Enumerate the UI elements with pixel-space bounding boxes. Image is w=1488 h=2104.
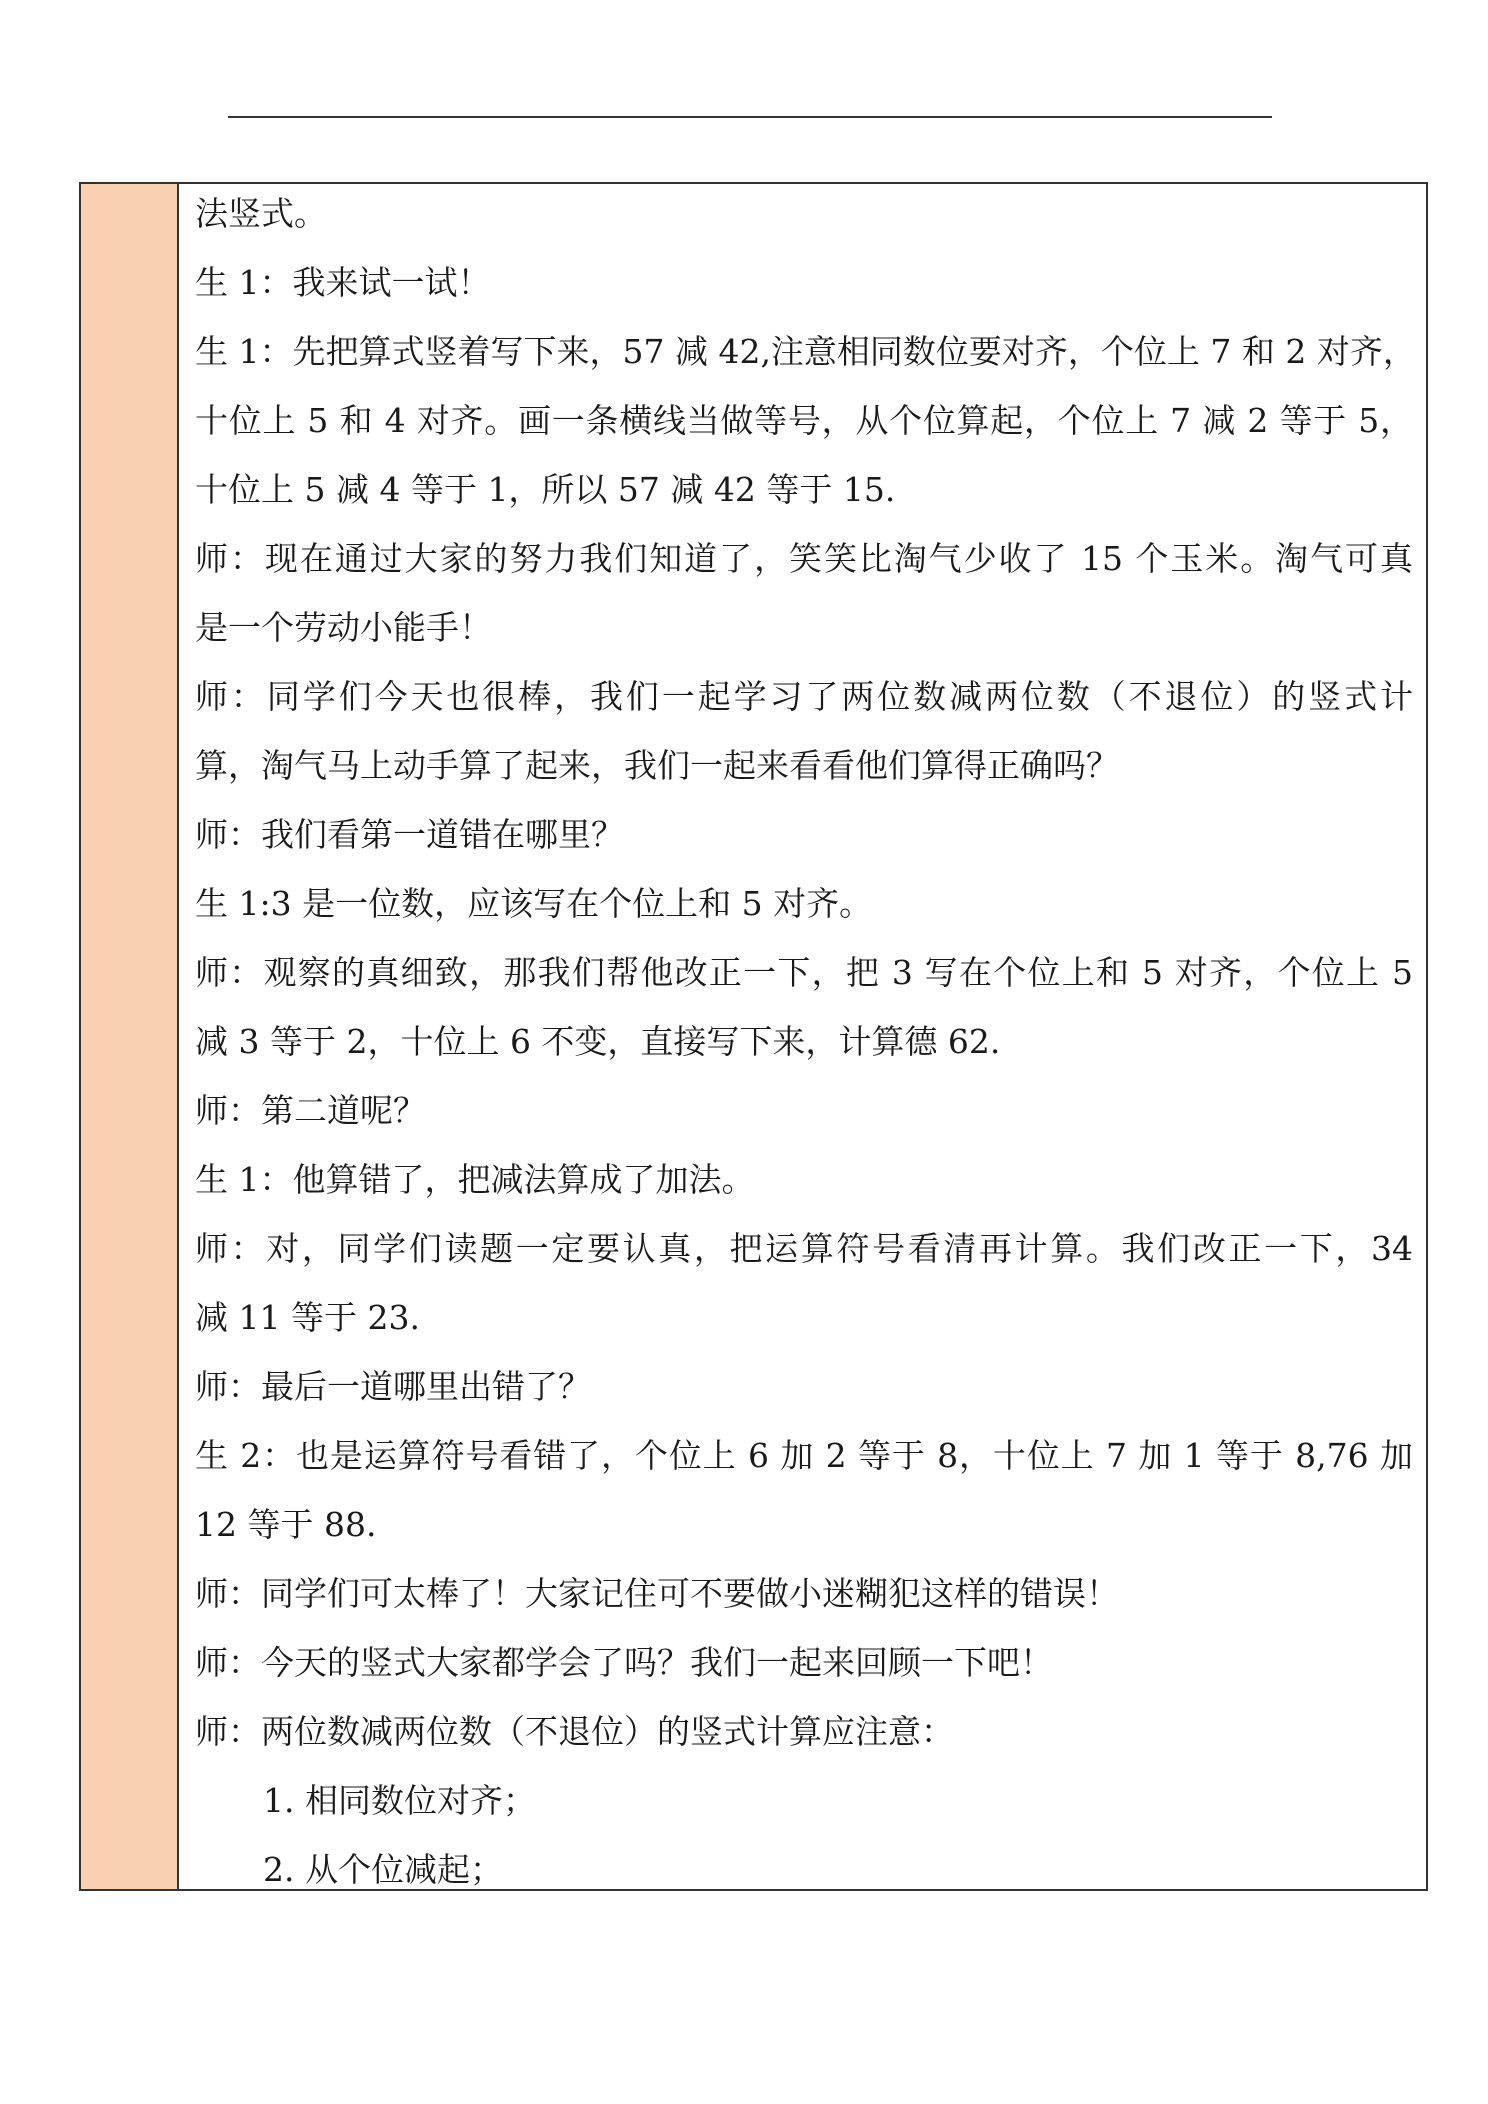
text-line: 师：现在通过大家的努力我们知道了，笑笑比淘气少收了 15 个玉米。淘气可真 (195, 539, 1413, 578)
text-line: 师：最后一道哪里出错了？ (195, 1367, 591, 1406)
text-line: 算，淘气马上动手算了起来，我们一起来看看他们算得正确吗？ (195, 746, 1119, 785)
text-line: 生 1：我来试一试！ (195, 263, 491, 302)
text-line: 减 11 等于 23. (195, 1298, 420, 1337)
content-cell (81, 184, 1426, 1889)
list-item: 1. 相同数位对齐； (263, 1781, 536, 1820)
text-line: 师：今天的竖式大家都学会了吗？我们一起来回顾一下吧！ (195, 1643, 1053, 1682)
text-line: 师：同学们可太棒了！大家记住可不要做小迷糊犯这样的错误！ (195, 1574, 1119, 1613)
text-line: 生 1:3 是一位数，应该写在个位上和 5 对齐。 (195, 884, 873, 923)
text-line: 师：同学们今天也很棒，我们一起学习了两位数减两位数（不退位）的竖式计 (195, 677, 1413, 716)
text-line: 师：观察的真细致，那我们帮他改正一下，把 3 写在个位上和 5 对齐，个位上 5 (195, 953, 1413, 992)
text-line: 生 1：先把算式竖着写下来，57 减 42,注意相同数位要对齐，个位上 7 和 2 对齐， (195, 332, 1416, 371)
text-line: 生 2：也是运算符号看错了，个位上 6 加 2 等于 8，十位上 7 加 1 等于 8,76 加 (195, 1436, 1413, 1475)
document-table (79, 182, 1428, 1891)
text-line: 减 3 等于 2，十位上 6 不变，直接写下来，计算德 62. (195, 1022, 1001, 1061)
list-item: 2. 从个位减起； (263, 1850, 503, 1889)
text-line: 师：第二道呢？ (195, 1091, 426, 1130)
text-line: 师：对，同学们读题一定要认真，把运算符号看清再计算。我们改正一下，34 (195, 1229, 1413, 1268)
text-line: 12 等于 88. (195, 1505, 377, 1544)
text-line: 是一个劳动小能手！ (195, 608, 492, 647)
text-line: 师：我们看第一道错在哪里？ (195, 815, 624, 854)
text-line: 法竖式。 (195, 194, 327, 233)
header-rule (228, 116, 1272, 118)
text-line: 师：两位数减两位数（不退位）的竖式计算应注意： (195, 1712, 954, 1751)
text-line: 生 1：他算错了，把减法算成了加法。 (195, 1160, 755, 1199)
text-line: 十位上 5 和 4 对齐。画一条横线当做等号，从个位算起，个位上 7 减 2 等于 5， (195, 401, 1413, 440)
text-line: 十位上 5 减 4 等于 1，所以 57 减 42 等于 15. (195, 470, 896, 509)
